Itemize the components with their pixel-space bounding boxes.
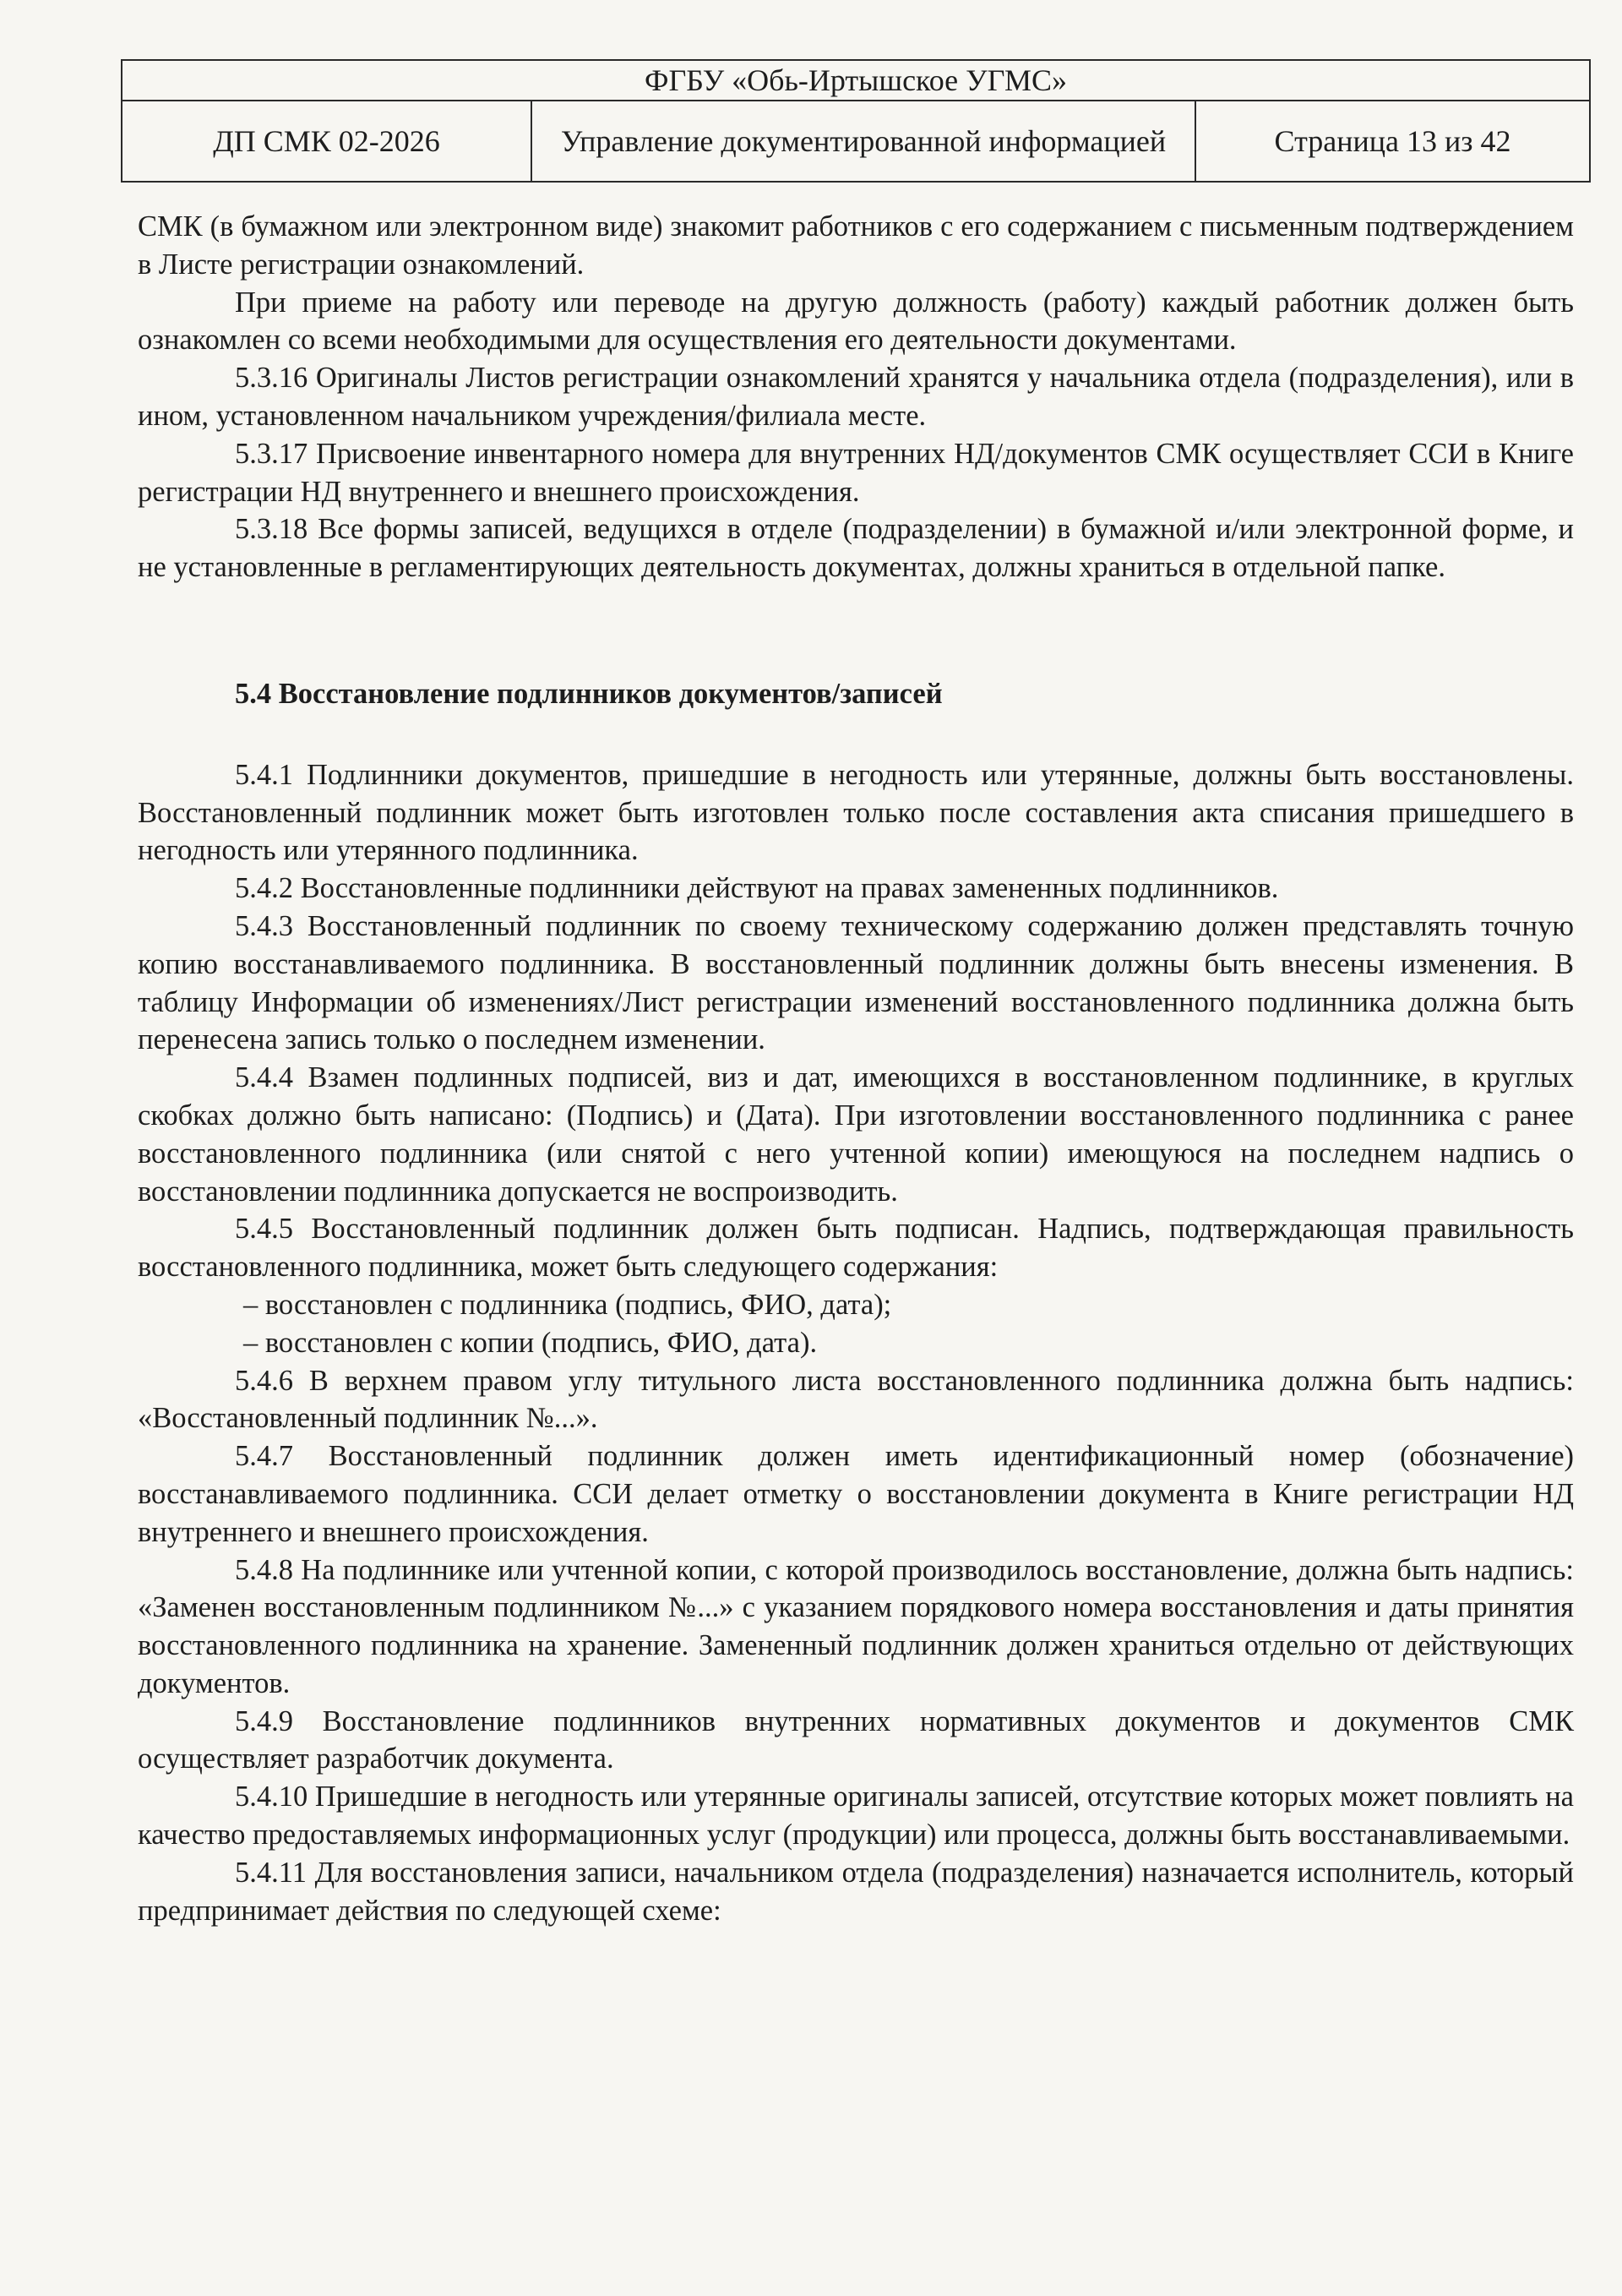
paragraph: 5.3.18 Все формы записей, ведущихся в отделе (подразделении) в бумажной и/или электронной форме, и не установленные в регламентирующих деятельность документах, должны храниться в отдельной папке. [138, 513, 1574, 584]
paragraph: 5.4.11 Для восстановления записи, начальником отдела (подразделения) назначается исполнитель, который предпринимает действия по следующей схеме: [138, 1856, 1574, 1927]
document-code: ДП СМК 02-2026 [122, 101, 531, 182]
list-item: – восстановлен с подлинника (подпись, ФИО, дата); [243, 1288, 892, 1321]
document-title: Управление документированной информацией [531, 101, 1195, 182]
paragraph: СМК (в бумажном или электронном виде) знакомит работников с его содержанием с письменным подтверждением в Листе регистрации ознакомлений. [138, 210, 1574, 281]
section-heading: 5.4 Восстановление подлинников документов/записей [235, 677, 943, 710]
paragraph: 5.4.4 Взамен подлинных подписей, виз и дат, имеющихся в восстановленном подлиннике, в круглых скобках должно быть написано: (Подпись) и (Дата). При изготовлении восстановленного подлинника с ранее восстановленного подлинника (или снятой с него учтенной копии) имеющуюся на последнем надпись о восстановлении подлинника допускается не воспроизводить. [138, 1061, 1574, 1208]
paragraph: 5.4.3 Восстановленный подлинник по своему техническому содержанию должен представлять точную копию восстанавливаемого подлинника. В восстановленный подлинник должны быть внесены изменения. В таблицу Информации об изменениях/Лист регистрации изменений восстановленного подлинника должна быть перенесена запись только о последнем изменении. [138, 909, 1574, 1056]
document-header-table [121, 59, 1591, 183]
organization-name: ФГБУ «Обь-Иртышское УГМС» [122, 60, 1590, 101]
paragraph: 5.4.5 Восстановленный подлинник должен быть подписан. Надпись, подтверждающая правильность восстановленного подлинника, может быть следующего содержания: [138, 1213, 1574, 1284]
paragraph: При приеме на работу или переводе на другую должность (работу) каждый работник должен быть ознакомлен со всеми необходимыми для осуществления его деятельности документами. [138, 286, 1574, 357]
document-body [138, 208, 1574, 1929]
paragraph: 5.4.10 Пришедшие в негодность или утерянные оригиналы записей, отсутствие которых может повлиять на качество предоставляемых информационных услуг (продукции) или процесса, должны быть восстанавливаемыми. [138, 1781, 1574, 1852]
paragraph: 5.3.17 Присвоение инвентарного номера для внутренних НД/документов СМК осуществляет ССИ в Книге регистрации НД внутреннего и внешнего происхождения. [138, 437, 1574, 508]
list-item: – восстановлен с копии (подпись, ФИО, дата). [243, 1326, 818, 1359]
paragraph: 5.4.7 Восстановленный подлинник должен иметь идентификационный номер (обозначение) восстанавливаемого подлинника. ССИ делает отметку о восстановлении документа в Книге регистрации НД внутреннего и внешнего происхождения. [138, 1440, 1574, 1548]
paragraph: 5.4.9 Восстановление подлинников внутренних нормативных документов и документов СМК осуществляет разработчик документа. [138, 1704, 1574, 1775]
paragraph: 5.4.1 Подлинники документов, пришедшие в негодность или утерянные, должны быть восстановлены. Восстановленный подлинник может быть изготовлен только после составления акта списания пришедшего в негодность или утерянного подлинника. [138, 758, 1574, 867]
page-number: Страница 13 из 42 [1195, 101, 1590, 182]
paragraph: 5.4.6 В верхнем правом углу титульного листа восстановленного подлинника должна быть надпись: «Восстановленный подлинник №...». [138, 1364, 1574, 1435]
paragraph: 5.3.16 Оригиналы Листов регистрации ознакомлений хранятся у начальника отдела (подразделения), или в ином, установленном начальником учреждения/филиала месте. [138, 362, 1574, 432]
paragraph: 5.4.8 На подлиннике или учтенной копии, с которой производилось восстановление, должна быть надпись: «Заменен восстановленным подлинником №...» с указанием порядкового номера восстановления и даты принятия восстановленного подлинника на хранение. Замененный подлинник должен храниться отдельно от действующих документов. [138, 1553, 1574, 1699]
paragraph: 5.4.2 Восстановленные подлинники действуют на правах замененных подлинников. [235, 872, 1279, 905]
